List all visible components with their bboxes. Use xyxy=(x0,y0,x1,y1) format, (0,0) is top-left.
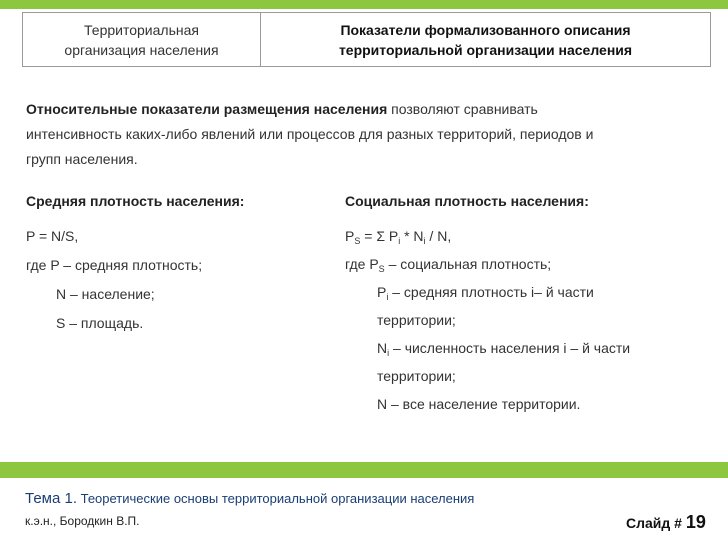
header-title xyxy=(261,13,710,66)
social-density-title: Социальная плотность населения: xyxy=(345,193,589,209)
footer-author: к.э.н., Бородкин В.П. xyxy=(25,514,140,528)
slide-number-value: 19 xyxy=(685,512,706,532)
intro-paragraph xyxy=(26,97,716,172)
formula-sub-i-2: i xyxy=(423,236,426,246)
header-title-line-1: Показатели формализованного описания xyxy=(340,21,631,38)
social-density-where xyxy=(345,250,715,278)
footer-topic-label: Тема 1. xyxy=(25,490,77,507)
pi-p: P xyxy=(377,284,387,300)
slide-number xyxy=(626,512,706,533)
social-density-formula xyxy=(345,222,715,250)
formula-eq: = Σ P xyxy=(360,228,399,244)
average-density-where: где P – средняя плотность; xyxy=(26,257,203,273)
part-density-definition-cont: территории; xyxy=(377,312,456,328)
area-definition: S – площадь. xyxy=(56,315,144,331)
intro-line-1 xyxy=(26,97,716,122)
pi-rest: – средняя плотность i– й части xyxy=(388,284,594,300)
formula-p: P xyxy=(345,228,355,244)
part-population-definition xyxy=(345,334,715,362)
where-rest: – социальная плотность; xyxy=(384,256,552,272)
where-sub-s: S xyxy=(378,264,385,274)
header-title-line-2: территориальной организации населения xyxy=(338,41,633,58)
intro-line-1-rest: позволяют сравнивать xyxy=(387,101,538,117)
slide-number-label: Слайд # xyxy=(626,515,686,531)
footer-topic-text: Теоретические основы территориальной организации населения xyxy=(77,491,475,506)
ni-sub-i: i xyxy=(387,348,390,358)
ni-rest: – численность населения i – й части xyxy=(389,340,631,356)
header-topic-line-1: Территориальная xyxy=(84,21,199,38)
population-definition: N – население; xyxy=(56,286,155,302)
slide-header xyxy=(22,12,711,67)
footer-topic xyxy=(25,490,474,507)
top-accent-bar xyxy=(0,0,728,9)
intro-line-3: групп населения. xyxy=(26,151,138,167)
social-density-section xyxy=(345,190,715,418)
part-density-definition xyxy=(345,278,715,306)
part-population-definition-cont: территории; xyxy=(377,368,456,384)
intro-line-2: интенсивность каких-либо явлений или процессов для разных территорий, периодов и xyxy=(26,126,594,142)
pi-sub-i: i xyxy=(386,292,389,302)
ni-n: N xyxy=(377,340,388,356)
formula-mid: * N xyxy=(400,228,424,244)
bottom-accent-bar xyxy=(0,462,728,478)
formula-sub-i-1: i xyxy=(398,236,401,246)
average-density-title: Средняя плотность населения: xyxy=(26,193,245,209)
formula-sub-s: S xyxy=(354,236,361,246)
total-population-definition: N – все население территории. xyxy=(377,396,581,412)
formula-tail: / N, xyxy=(425,228,452,244)
average-density-section xyxy=(26,190,326,338)
where-pre: где P xyxy=(345,256,379,272)
intro-bold-term: Относительные показатели размещения населения xyxy=(26,101,388,117)
header-topic xyxy=(23,13,261,66)
average-density-formula: P = N/S, xyxy=(26,228,79,244)
header-topic-line-2: организация населения xyxy=(64,41,219,58)
